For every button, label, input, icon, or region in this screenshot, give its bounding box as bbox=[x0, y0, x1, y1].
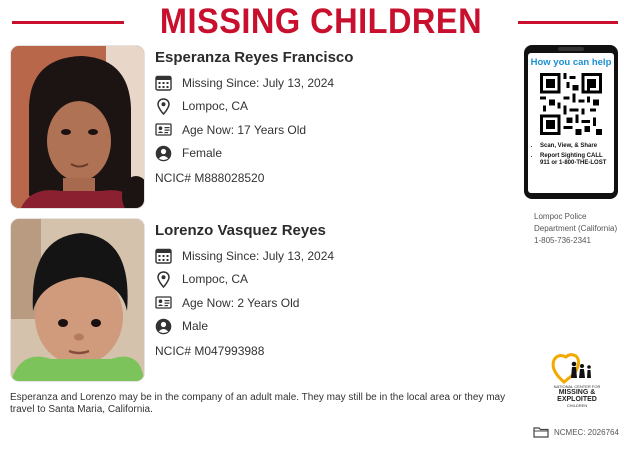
age-text: Age Now: 17 Years Old bbox=[182, 122, 307, 137]
child-name: Esperanza Reyes Francisco bbox=[155, 49, 354, 66]
person-icon bbox=[155, 318, 172, 335]
missing-since-text: Missing Since: July 13, 2024 bbox=[182, 75, 335, 90]
header-rule-left bbox=[12, 21, 124, 24]
ncic-number: NCIC# M047993988 bbox=[155, 344, 265, 358]
police-contact: Lompoc Police Department (California) 1-805-736-2341 bbox=[534, 212, 618, 245]
phone-notch bbox=[558, 47, 584, 51]
id-card-icon bbox=[155, 121, 172, 138]
sex-text: Female bbox=[182, 146, 223, 161]
child-photo-lorenzo bbox=[10, 218, 145, 382]
logo-line1: NATIONAL CENTER FOR bbox=[553, 384, 601, 389]
location-row bbox=[155, 95, 515, 119]
folder-icon bbox=[533, 426, 549, 438]
ncmec-id-row bbox=[533, 426, 619, 438]
phone-screen bbox=[528, 53, 614, 193]
ncic-number: NCIC# M888028520 bbox=[155, 171, 265, 185]
missing-since-row bbox=[155, 71, 515, 95]
help-item-share: • Scan, View, & Share bbox=[540, 143, 612, 151]
calendar-icon bbox=[155, 247, 172, 264]
person-icon bbox=[155, 145, 172, 162]
child-photo-esperanza bbox=[10, 45, 145, 209]
sex-row bbox=[155, 142, 515, 166]
ncmec-logo-text bbox=[548, 384, 606, 408]
location-text: Lompoc, CA bbox=[182, 99, 249, 114]
help-list bbox=[530, 143, 612, 170]
location-text: Lompoc, CA bbox=[182, 272, 249, 287]
location-pin-icon bbox=[155, 98, 172, 115]
help-heading: How you can help bbox=[530, 57, 612, 68]
calendar-icon bbox=[155, 74, 172, 91]
missing-since-text: Missing Since: July 13, 2024 bbox=[182, 248, 335, 263]
id-card-icon bbox=[155, 294, 172, 311]
sex-text: Male bbox=[182, 319, 209, 334]
case-description: Esperanza and Lorenzo may be in the company of an adult male. They may still be in the local area or they may travel to Santa Maria, California. bbox=[10, 392, 506, 415]
phone-graphic bbox=[524, 45, 618, 199]
missing-since-row bbox=[155, 244, 515, 268]
logo-line2: MISSING & bbox=[558, 389, 596, 396]
ncmec-logo bbox=[548, 352, 606, 410]
help-item-report: • Report Sighting CALL 911 or 1-800-THE-LOST bbox=[540, 153, 612, 168]
child-name: Lorenzo Vasquez Reyes bbox=[155, 222, 326, 239]
child-info-esperanza bbox=[155, 48, 515, 186]
logo-line3: EXPLOITED bbox=[557, 396, 597, 403]
header-rule-right bbox=[518, 21, 618, 24]
poster-header bbox=[0, 0, 624, 42]
qr-code-icon[interactable] bbox=[540, 73, 602, 135]
age-row bbox=[155, 118, 515, 142]
location-row bbox=[155, 268, 515, 292]
age-row bbox=[155, 291, 515, 315]
child-info-lorenzo bbox=[155, 221, 515, 359]
age-text: Age Now: 2 Years Old bbox=[182, 295, 300, 310]
portrait-boy bbox=[11, 219, 144, 381]
ncmec-id: NCMEC: 2026764 bbox=[554, 427, 619, 437]
portrait-girl bbox=[11, 46, 144, 208]
sex-row bbox=[155, 315, 515, 339]
poster-title: MISSING CHILDREN bbox=[159, 2, 483, 41]
logo-line4: CHILDREN bbox=[566, 403, 588, 408]
location-pin-icon bbox=[155, 271, 172, 288]
ncmec-heart-logo bbox=[548, 352, 606, 386]
